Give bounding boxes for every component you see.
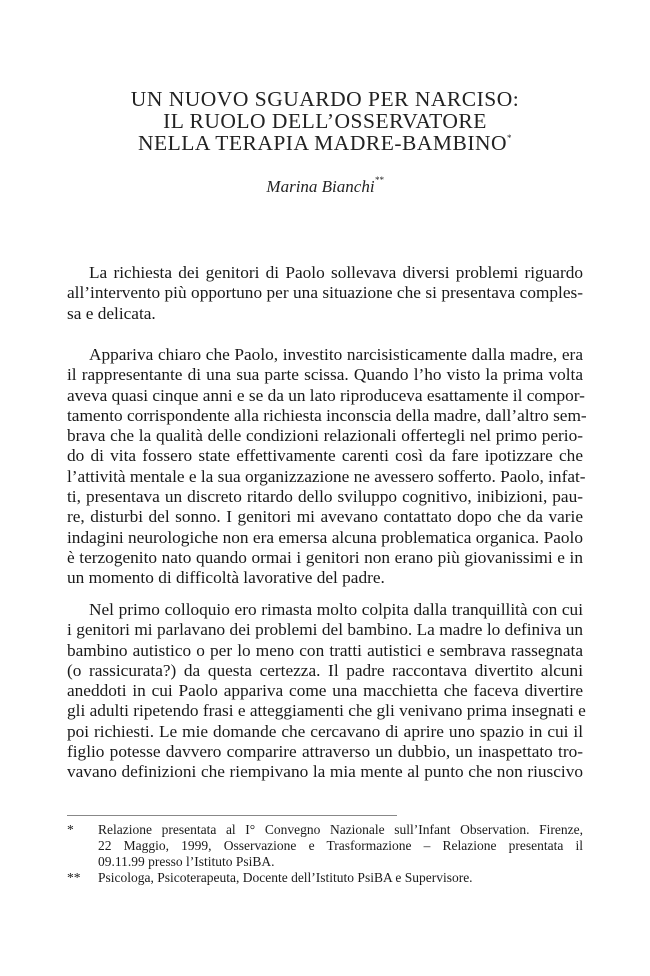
footnote-mark: ** [67, 870, 81, 885]
footnote-text [98, 870, 583, 886]
footnote-line: 09.11.99 presso l’Istituto PsiBA. [98, 854, 275, 869]
text-line: La richiesta dei genitori di Paolo sollevava diversi problemi riguardo [89, 263, 583, 282]
text-line: l’attività mentale e la sua organizzazione ne avessero sofferto. Paolo, infat- [67, 466, 586, 486]
article-title [0, 88, 650, 154]
author-footnote-mark: ** [374, 175, 384, 185]
text-line: ti, presentava un discreto ritardo dello sviluppo cognitivo, inibizioni, pau- [67, 487, 583, 507]
footnote-line: Relazione presentata al I° Convegno Nazionale sull’Infant Observation. Firenze, [98, 822, 583, 837]
text-line: i genitori mi parlavano dei problemi del bambino. La madre lo definiva un [67, 620, 583, 640]
text-line: do di vita fossero state effettivamente carenti così da fare ipotizzare che [67, 446, 583, 466]
text-line: (o rassicurata?) da questa certezza. Il padre raccontava divertito alcuni [67, 660, 583, 680]
text-line: figlio potesse davvero comparire attraverso un dubbio, un inaspettato tro- [67, 742, 583, 762]
text-line: all’intervento più opportuno per una situazione che si presentava comples- [67, 283, 583, 303]
author-name [0, 177, 650, 197]
text-line: tamento corrispondente alla richiesta inconscia della madre, dall’altro sem- [67, 405, 587, 425]
title-footnote-mark: * [507, 133, 513, 143]
text-line: aveva quasi cinque anni e se da un lato riproduceva esattamente il compor- [67, 385, 585, 405]
author-name-text: Marina Bianchi [266, 177, 375, 196]
text-line: un momento di difficoltà lavorative del padre. [67, 568, 385, 588]
text-line: gli adulti ripetendo frasi e atteggiamenti che gli venivano prima insegnati e [67, 701, 586, 721]
text-line: brava che la qualità delle condizioni relazionali offertegli nel primo perio- [67, 426, 583, 446]
footnote-mark: * [67, 822, 74, 837]
footnotes [67, 822, 583, 886]
text-line: Nel primo colloquio ero rimasta molto colpita dalla tranquillità con cui [89, 600, 583, 619]
title-line-3 [0, 132, 650, 154]
footnote-line: Psicologa, Psicoterapeuta, Docente dell’Istituto PsiBA e Supervisore. [98, 870, 473, 885]
text-line: sa e delicata. [67, 303, 156, 323]
title-line-2: IL RUOLO DELL’OSSERVATORE [163, 109, 487, 133]
text-line: vavano definizioni che riempivano la mia mente al punto che non riuscivo [67, 762, 583, 782]
paragraph-3 [67, 600, 586, 783]
title-line-3-text: NELLA TERAPIA MADRE-BAMBINO [137, 131, 508, 155]
footnote-text [98, 822, 583, 870]
footnote-divider [67, 815, 397, 816]
footnote-line: 22 Maggio, 1999, Osservazione e Trasformazione – Relazione presentata il [98, 838, 583, 853]
text-line: il rappresentante di una sua parte scissa. Quando l’ho visto la prima volta [67, 365, 583, 385]
paragraph-1 [67, 263, 583, 324]
paragraph-2 [67, 345, 587, 589]
footnote-2 [67, 870, 583, 886]
text-line: Appariva chiaro che Paolo, investito narcisisticamente dalla madre, era [89, 345, 583, 364]
text-line: è terzogenito nato quando ormai i genitori non erano più giovanissimi e in [67, 547, 583, 567]
text-line: bambino autistico o per lo meno con tratti autistici e sembrava rassegnata [67, 640, 583, 660]
text-line: poi richiesti. Le mie domande che cercavano di aprire uno spazio in cui il [67, 721, 583, 741]
text-line: indagini neurologiche non era emersa alcuna problematica organica. Paolo [67, 527, 583, 547]
text-line: re, disturbi del sonno. I genitori mi avevano contattato dopo che da varie [67, 507, 583, 527]
text-line: aneddoti in cui Paolo appariva come una macchietta che faceva divertire [67, 681, 583, 701]
title-line-1: UN NUOVO SGUARDO PER NARCISO: [130, 87, 520, 111]
footnote-1 [67, 822, 583, 870]
